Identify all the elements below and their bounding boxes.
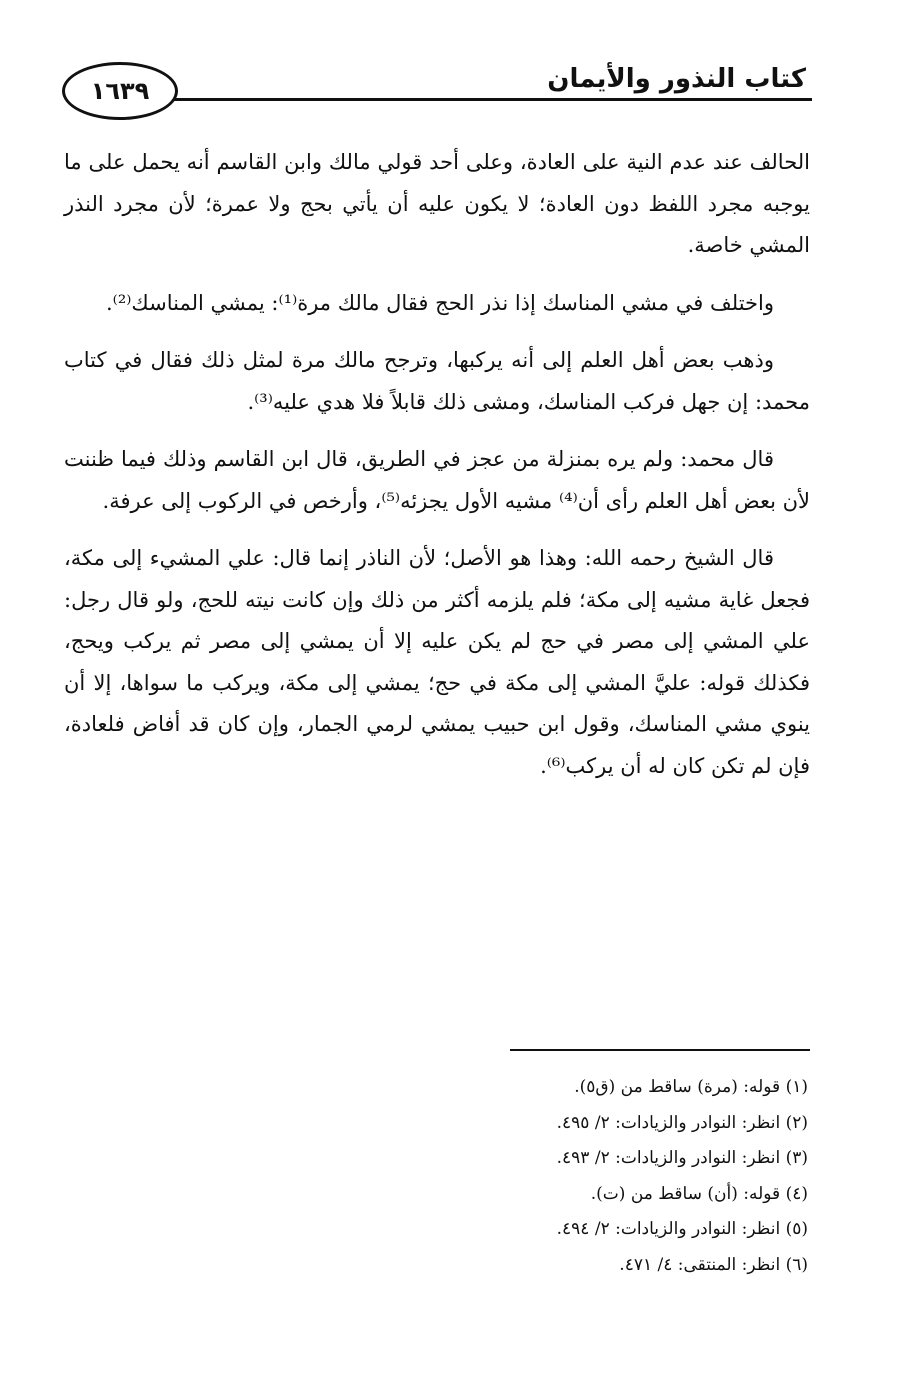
footnotes (64, 1070, 810, 1283)
header-rule (166, 98, 812, 101)
paragraph: قال محمد: ولم يره بمنزلة من عجز في الطريق، قال ابن القاسم وذلك فيما ظننت لأن بعض أهل العلم رأى أن⁽⁴⁾ مشيه الأول يجزئه⁽⁵⁾، وأرخص في الركوب إلى عرفة. (64, 447, 810, 513)
page-number: ١٦٣٩ (62, 62, 178, 120)
paragraph: وذهب بعض أهل العلم إلى أنه يركبها، وترجح مالك مرة لمثل ذلك فقال في كتاب محمد: إن جهل فركب المناسك، ومشى ذلك قابلاً فلا هدي عليه⁽³⁾. (64, 348, 810, 414)
footnote-separator (510, 1049, 810, 1051)
page-header (62, 58, 812, 126)
main-text (64, 142, 810, 803)
paragraph: قال الشيخ رحمه الله: وهذا هو الأصل؛ لأن الناذر إنما قال: علي المشيء إلى مكة، فجعل غاية مشيه إلى مكة؛ فلم يلزمه أكثر من ذلك وإن كانت نيته للحج، ولو قال رجل: علي المشي إلى مصر في حج لم يكن عليه إلا أن يمشي إلى مصر ثم يركب ويحج، فكذلك قوله: عليَّ المشي إلى مكة في حج؛ يمشي إلى مكة، ويركب ما سواها، إلا أن ينوي مشي المناسك، وقول ابن حبيب يمشي لرمي الجمار، وإن كان قد أفاض فلعادة، فإن لم تكن كان له أن يركب⁽⁶⁾. (64, 546, 810, 778)
footnote: (٢) انظر: النوادر والزيادات: ٢/ ٤٩٥. (556, 1112, 808, 1133)
footnote: (٣) انظر: النوادر والزيادات: ٢/ ٤٩٣. (556, 1148, 808, 1168)
footnote: (١) قوله: (مرة) ساقط من (ق٥). (574, 1077, 808, 1097)
footnote: (٥) انظر: النوادر والزيادات: ٢/ ٤٩٤. (556, 1219, 808, 1239)
paragraph: واختلف في مشي المناسك إذا نذر الحج فقال مالك مرة⁽¹⁾: يمشي المناسك⁽²⁾. (106, 290, 774, 315)
footnote: (٦) انظر: المنتقى: ٤/ ٤٧١. (619, 1254, 808, 1275)
paragraph: الحالف عند عدم النية على العادة، وعلى أحد قولي مالك وابن القاسم أنه يحمل على ما يوجبه مجرد اللفظ دون العادة؛ لا يكون عليه أن يأتي بحج ولا عمرة؛ لأن مجرد النذر المشي خاصة. (64, 150, 810, 257)
footnote: (٤) قوله: (أن) ساقط من (ت). (590, 1183, 808, 1204)
running-title: كتاب النذور والأيمان (537, 64, 806, 94)
